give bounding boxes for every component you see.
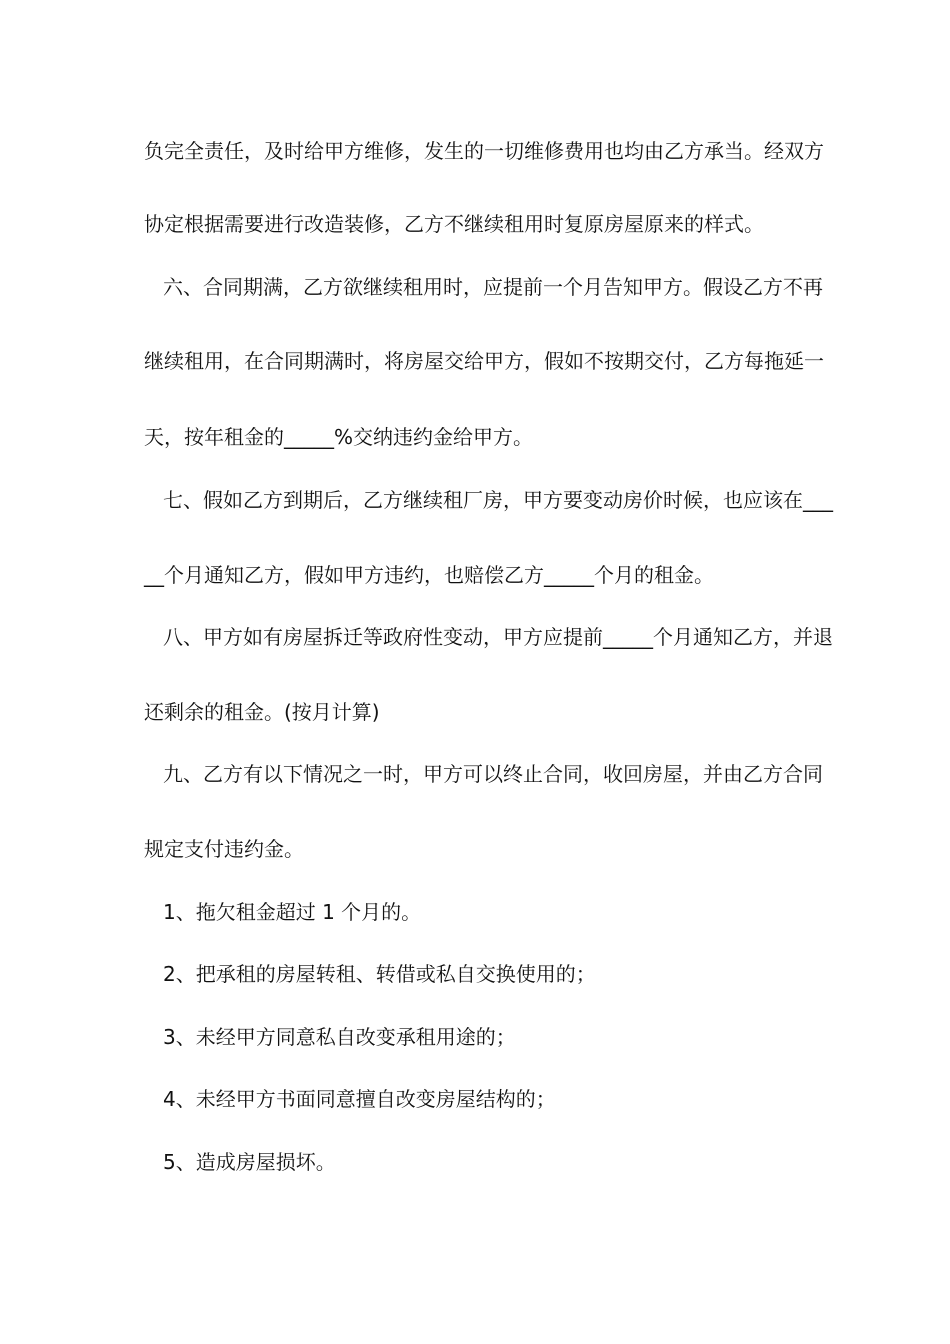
- paragraph-line: __个月通知乙方，假如甲方违约，也赔偿乙方_____个月的租金。: [144, 563, 714, 587]
- list-item: 5、造成房屋损坏。: [163, 1150, 336, 1174]
- list-item: 1、拖欠租金超过 1 个月的。: [163, 900, 422, 924]
- paragraph-line: 规定支付违约金。: [144, 837, 304, 861]
- clause-eight-line: 八、甲方如有房屋拆迁等政府性变动，甲方应提前_____个月通知乙方，并退: [163, 625, 833, 649]
- list-item: 3、未经甲方同意私自改变承租用途的；: [163, 1025, 516, 1049]
- list-item: 4、未经甲方书面同意擅自改变房屋结构的；: [163, 1087, 556, 1111]
- paragraph-line: 还剩余的租金。(按月计算): [144, 700, 380, 724]
- clause-nine-line: 九、乙方有以下情况之一时，甲方可以终止合同，收回房屋，并由乙方合同: [163, 762, 823, 786]
- list-item: 2、把承租的房屋转租、转借或私自交换使用的；: [163, 962, 596, 986]
- paragraph-line: 继续租用，在合同期满时，将房屋交给甲方，假如不按期交付，乙方每拖延一: [144, 349, 824, 373]
- clause-seven-line: 七、假如乙方到期后，乙方继续租厂房，甲方要变动房价时候，也应该在___: [163, 488, 833, 512]
- paragraph-line: 负完全责任，及时给甲方维修，发生的一切维修费用也均由乙方承当。经双方: [144, 139, 824, 163]
- clause-six-line: 六、合同期满，乙方欲继续租用时，应提前一个月告知甲方。假设乙方不再: [163, 275, 823, 299]
- paragraph-line: 协定根据需要进行改造装修，乙方不继续租用时复原房屋原来的样式。: [144, 212, 764, 236]
- paragraph-line: 天，按年租金的_____%交纳违约金给甲方。: [144, 425, 534, 449]
